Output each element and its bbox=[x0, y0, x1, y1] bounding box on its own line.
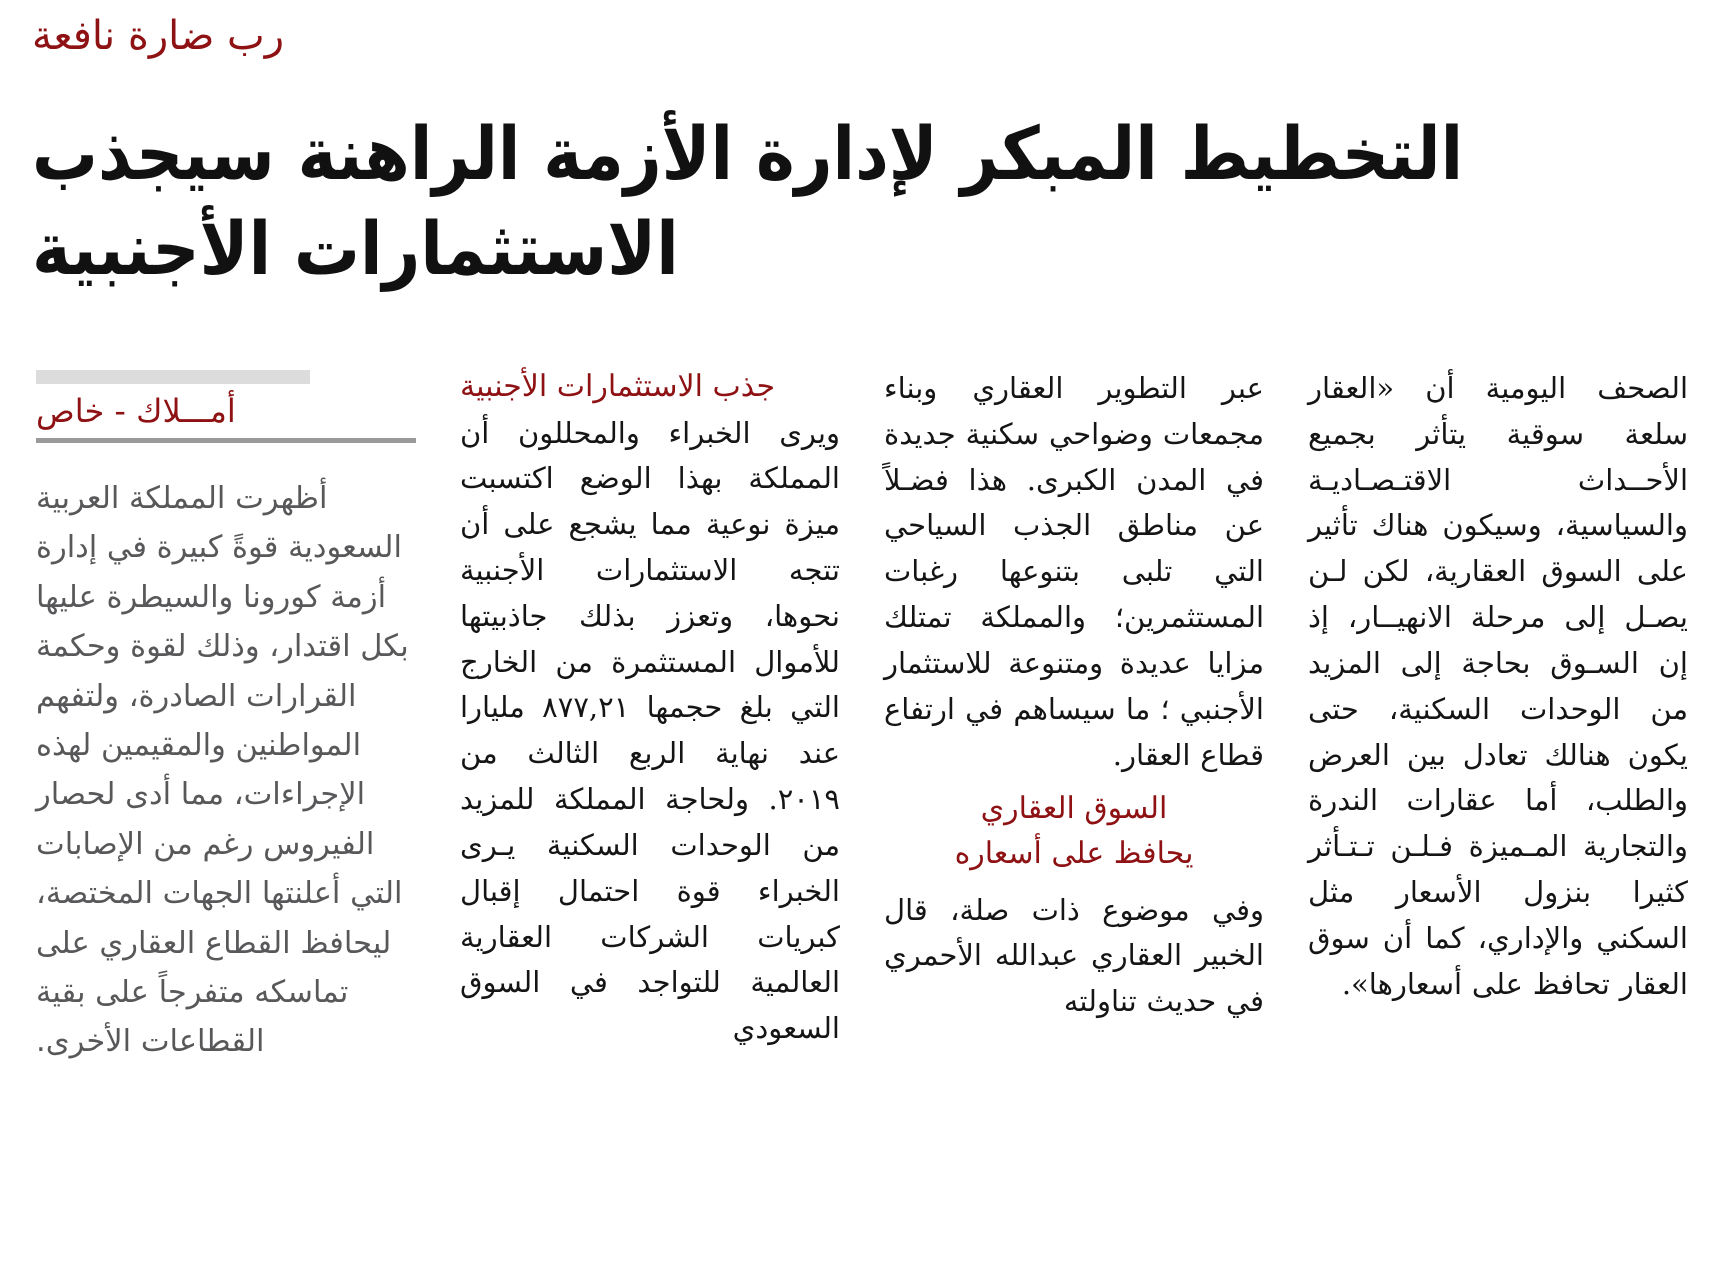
spacer bbox=[884, 878, 1264, 888]
subhead-market-line-1: السوق العقاري bbox=[980, 791, 1168, 827]
headline-row bbox=[14, 108, 1710, 298]
column-four bbox=[1286, 366, 1710, 1284]
byline-gray-bar bbox=[36, 370, 310, 384]
body-paragraph: ويرى الخبراء والمحللون أن المملكة بهذا الوضع اكتسبت ميزة نوعية مما يشجع على أن تتجه الاستثمارات الأجنبية نحوها، وتعزز بذلك جاذبيتها للأموال المستثمرة من الخارج التي بلغ حجمها ٨٧٧,٢١ مليارا عند نهاية الربع الثالث من ٢٠١٩. ولحاجة المملكة للمزيد من الوحدات السكنية يـرى الخبراء قوة احتمال إقبال كبريات الشركات العقارية العالمية للتواجد في السوق السعودي bbox=[460, 415, 840, 1046]
kicker-row bbox=[14, 0, 1710, 59]
article-columns bbox=[14, 366, 1710, 1284]
body-paragraph: عبر التطوير العقاري وبناء مجمعات وضواحي سكنية جديدة في المدن الكبرى. هذا فضـلاً عن مناطق الجذب السياحي التي تلبى بتنوعها رغبات المستثمرين؛ والمملكة تمتلك مزايا عديدة ومتنوعة للاستثمار الأجنبي ؛ ما سيساهم في ارتفاع قطاع العقار. bbox=[884, 371, 1264, 772]
body-paragraph: وفي موضوع ذات صلة، قال الخبير العقاري عبدالله الأحمري في حديث تناولته bbox=[884, 892, 1264, 1019]
body-paragraph: الصحف اليومية أن «العقار سلعة سوقية يتأثر بجميع الأحــداث الاقتـصـاديـة والسياسية، وسيكون هناك تأثير على السوق العقارية، لكن لـن يصـل إلى مرحلة الانهيــار، إذ إن السـوق بحاجة إلى المزيد من الوحدات السكنية، حتى يكون هنالك تعادل بين العرض والطلب، أما عقارات الندرة والتجارية المـميزة فـلـن تـتـأثر كثيرا بنزول الأسعار مثل السكني والإداري، كما أن سوق العقار تحافظ على أسعارها». bbox=[1308, 371, 1688, 1001]
byline-divider bbox=[36, 438, 416, 443]
spacer bbox=[884, 778, 1264, 788]
column-lede bbox=[14, 366, 438, 1284]
lede-paragraph: أظهرت المملكة العربية السعودية قوةً كبيرة في إدارة أزمة كورونا والسيطرة عليها بكل اقتدار، وذلك لقوة وحكمة القرارات الصادرة، ولتفهم المواطنين والمقيمين لهذه الإجراءات، مما أدى لحصار الفيروس رغم من الإصابات التي أعلنتها الجهات المختصة، ليحافظ القطاع العقاري على تماسكه متفرجاً على بقية القطاعات الأخرى. bbox=[36, 480, 409, 1060]
column-three bbox=[862, 366, 1286, 1284]
column-two bbox=[438, 366, 862, 1284]
subhead-foreign-investment: جذب الاستثمارات الأجنبية bbox=[460, 369, 776, 404]
article-headline: التخطيط المبكر لإدارة الأزمة الراهنة سيجذب الاستثمارات الأجنبية bbox=[32, 111, 1464, 292]
article-byline: أمـــلاك - خاص bbox=[36, 392, 236, 430]
subhead-market-line-2: يحافظ على أسعاره bbox=[954, 835, 1194, 871]
article-kicker: رب ضارة نافعة bbox=[32, 13, 285, 59]
